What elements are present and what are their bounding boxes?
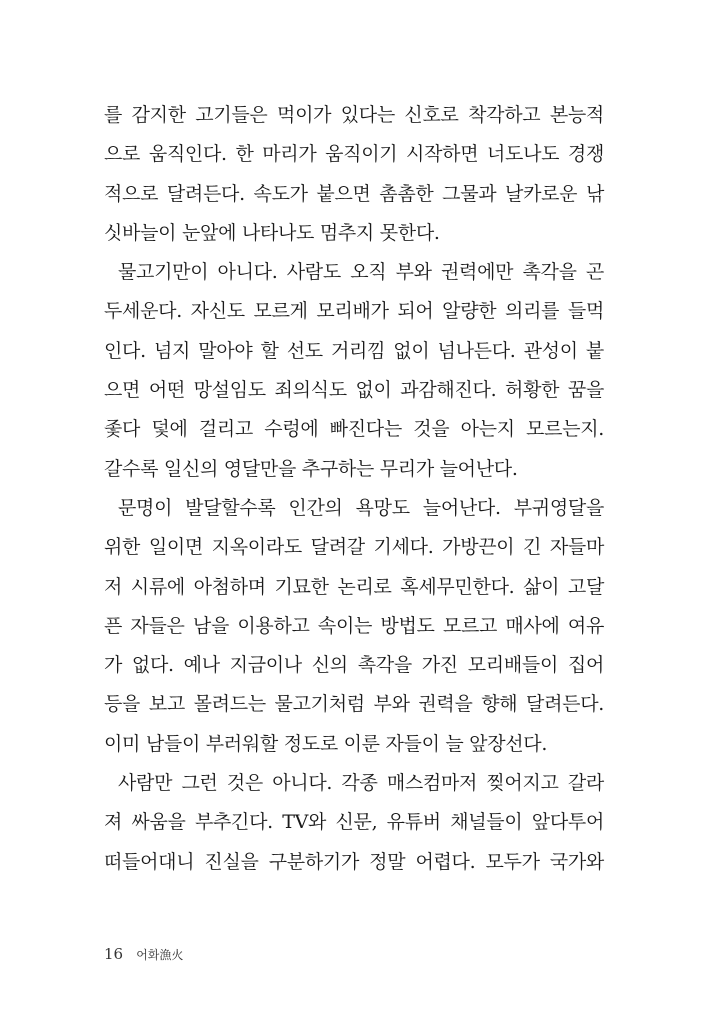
text-line: 갈수록 일신의 영달만을 추구하는 무리가 늘어난다.: [104, 457, 518, 480]
body-text: [104, 96, 604, 882]
text-line: 으로 움직인다. 한 마리가 움직이기 시작하면 너도나도 경쟁: [104, 143, 604, 166]
text-line: 떠들어대니 진실을 구분하기가 정말 어렵다. 모두가 국가와: [104, 850, 604, 873]
text-line: 픈 자들은 남을 이용하고 속이는 방법도 모르고 매사에 여유: [104, 614, 604, 637]
text-line: 적으로 달려든다. 속도가 붙으면 촘촘한 그물과 날카로운 낚: [104, 182, 604, 205]
text-line: 으면 어떤 망설임도 죄의식도 없이 과감해진다. 허황한 꿈을: [104, 379, 604, 402]
page-number: 16: [104, 945, 124, 963]
text-line: 좇다 덫에 걸리고 수렁에 빠진다는 것을 아는지 모르는지.: [104, 418, 604, 441]
book-title: 어화漁火: [136, 948, 184, 962]
paragraph-first-line: 문명이 발달할수록 인간의 욕망도 늘어난다. 부귀영달을: [118, 496, 604, 519]
text-line: 져 싸움을 부추긴다. TV와 신문, 유튜버 채널들이 앞다투어: [104, 811, 604, 834]
text-line: 싯바늘이 눈앞에 나타나도 멈추지 못한다.: [104, 221, 440, 244]
text-line: 저 시류에 아첨하며 기묘한 논리로 혹세무민한다. 삶이 고달: [104, 575, 604, 598]
text-line: 두세운다. 자신도 모르게 모리배가 되어 알량한 의리를 들먹: [104, 300, 604, 323]
text-line: 이미 남들이 부러워할 정도로 이룬 자들이 늘 앞장선다.: [104, 732, 548, 755]
text-line: 를 감지한 고기들은 먹이가 있다는 신호로 착각하고 본능적: [104, 104, 604, 126]
paragraph-first-line: 사람만 그런 것은 아니다. 각종 매스컴마저 찢어지고 갈라: [118, 772, 604, 795]
page-footer: [104, 944, 183, 963]
text-line: 인다. 넘지 말아야 할 선도 거리낌 없이 넘나든다. 관성이 붙: [104, 339, 604, 362]
text-line: 위한 일이면 지옥이라도 달려갈 기세다. 가방끈이 긴 자들마: [104, 536, 604, 559]
text-line: 등을 보고 몰려드는 물고기처럼 부와 권력을 향해 달려든다.: [104, 693, 604, 716]
text-line: 가 없다. 예나 지금이나 신의 촉각을 가진 모리배들이 집어: [104, 654, 604, 677]
paragraph-first-line: 물고기만이 아니다. 사람도 오직 부와 권력에만 촉각을 곤: [118, 261, 604, 284]
